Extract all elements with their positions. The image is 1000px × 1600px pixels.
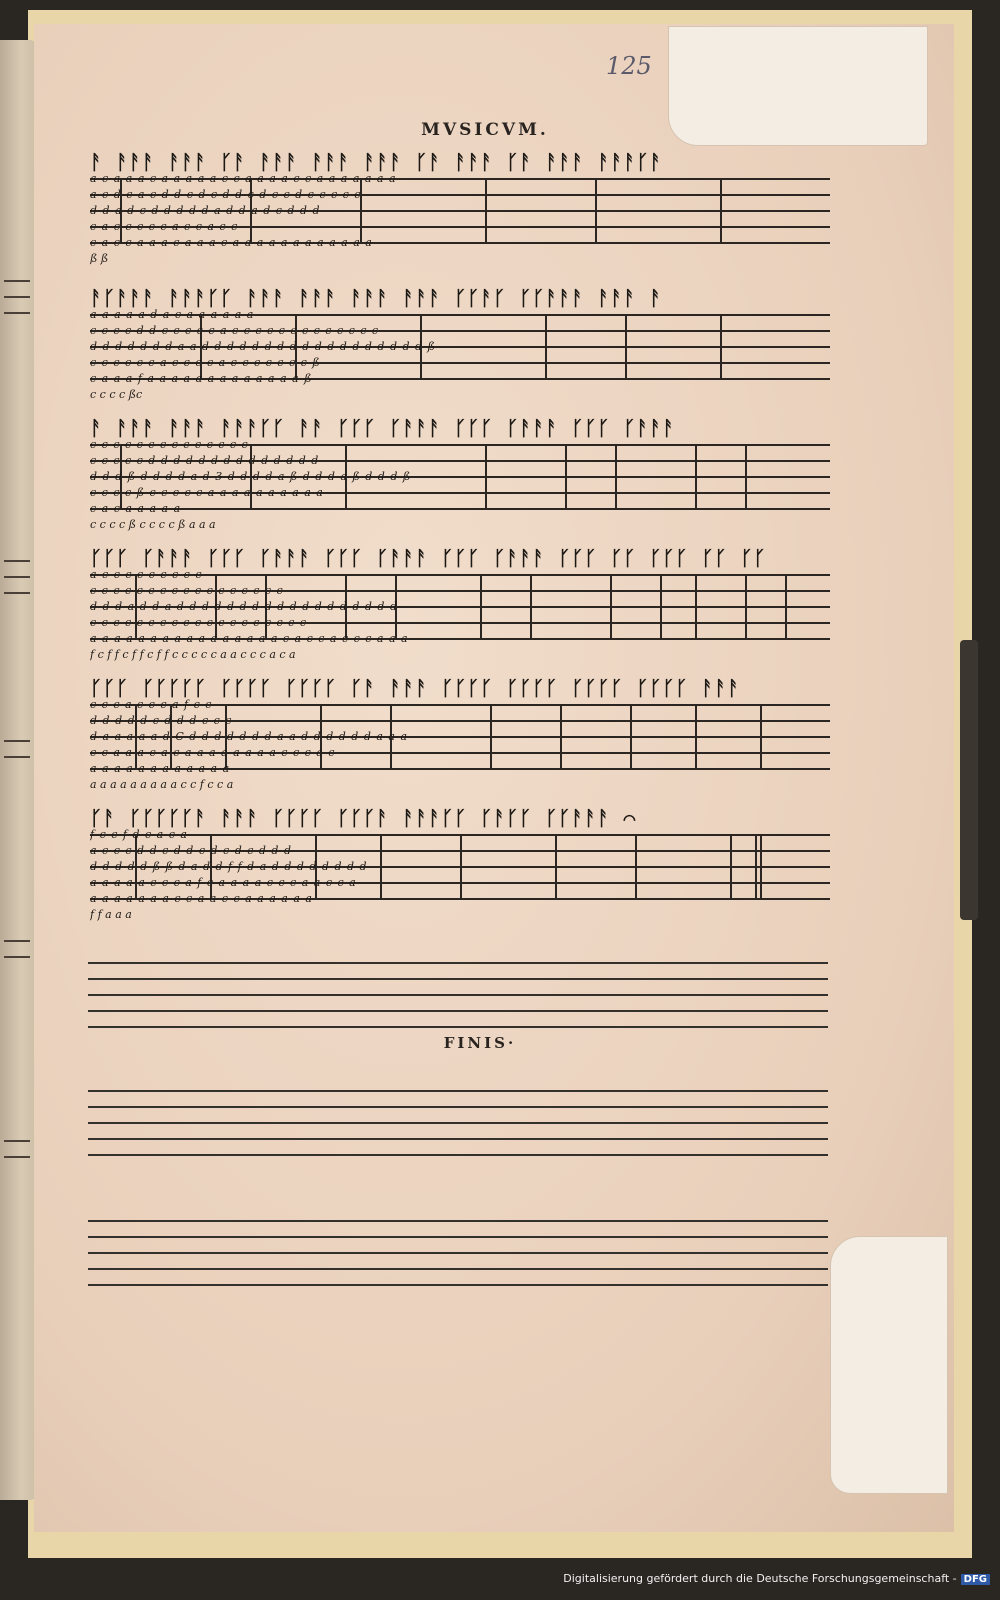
tab-staff	[90, 698, 830, 791]
tab-course-3: d d d ß d d d d a d 3 d d d d a ß d d d a ß d d d ß	[90, 470, 412, 483]
tab-course-3: d d a d c d d d d d a d d a d c d d d	[90, 204, 321, 217]
tab-course-4: c a c c c c c a c c a c c	[90, 220, 239, 233]
tab-course-2: c c c c c d d d d d d d d d d d d d d	[90, 454, 320, 467]
tab-staff	[90, 308, 830, 401]
tab-course-3: d d d d d ß ß d a d d f f d a d d d d d d d d	[90, 860, 368, 873]
board-clasp	[960, 640, 978, 920]
tab-course-1: f c c f d c a c a	[90, 828, 188, 841]
empty-staff	[88, 962, 828, 1034]
torn-corner-top	[668, 26, 928, 146]
digitization-credit	[563, 1572, 990, 1590]
tab-course-2: c c c c c c c c c c c c c c c c c	[90, 584, 284, 597]
folio-number: 125	[606, 52, 652, 80]
tablature-system	[90, 546, 830, 670]
tablature-system	[90, 286, 830, 410]
page-heading: MVSICVM.	[421, 120, 549, 140]
tab-course-1: c c c c c c c c c c c c c c	[90, 438, 249, 451]
rhythm-flags: ᚨ ᚨᚨᚨ ᚨᚨᚨ ᚴᚨ ᚨᚨᚨ ᚨᚨᚨ ᚨᚨᚨ ᚴᚨ ᚨᚨᚨ ᚴᚨ ᚨᚨᚨ ᚨᚨᚨᚴᚨ	[90, 150, 663, 174]
tab-course-2: a c c c d d c d d c d c d c d d d	[90, 844, 293, 857]
tab-course-3: d d d d d d d a a d d d d d d d d d d d d d d d d d d ß	[90, 340, 436, 353]
tab-course-5: a a a a a a a a a a a a	[90, 762, 231, 775]
tab-course-4: c c c c c c c c c c c c c c c c c c c	[90, 616, 307, 629]
empty-staff	[88, 1090, 828, 1162]
tab-bass-notes: a a a a a a a a a c c f c c a	[90, 778, 234, 791]
finis-label: FINIS·	[443, 1034, 517, 1052]
tab-bass-notes: f c f f c f f c f f c c c c c a a c c c a c a	[90, 648, 296, 661]
rhythm-flags: ᚴᚴᚴ ᚴᚴᚴᚴᚴ ᚴᚴᚴᚴ ᚴᚴᚴᚴ ᚴᚨ ᚨᚨᚨ ᚴᚴᚴᚴ ᚴᚴᚴᚴ ᚴᚴᚴᚴ ᚴᚴᚴᚴ ᚨᚨᚨ	[90, 676, 741, 700]
tab-course-5: a a a a a a a c c a a c c a a a a a a	[90, 892, 313, 905]
tab-course-4: c c c c ß c c c c c a a a a a a a a a a	[90, 486, 324, 499]
dfg-logo: DFG	[961, 1574, 990, 1585]
tab-staff	[90, 828, 830, 921]
tab-course-5: a a a a a a a a a a a a a a a a c a c c a c c c a a a	[90, 632, 409, 645]
tab-course-5: c a c c a a a c a a a c a a a a a a a a a a a a	[90, 236, 373, 249]
tab-bass-notes: f f a a a	[90, 908, 132, 921]
tab-staff	[90, 568, 830, 661]
tab-course-4: c c a a a c a c a a a a a a a a c c c a c	[90, 746, 336, 759]
tablature-system	[90, 150, 830, 270]
tab-course-4: c c c c c c a c c c c a c c c c c c c ß	[90, 356, 321, 369]
tab-course-1: c c c a c c c a f c c	[90, 698, 213, 711]
facing-page-edge	[0, 40, 36, 1500]
tab-course-5: c a c a a a a a	[90, 502, 182, 515]
rhythm-flags: ᚴᚨ ᚴᚴᚴᚴᚴᚨ ᚨᚨᚨ ᚴᚴᚴᚴ ᚴᚴᚴᚨ ᚨᚨᚨᚴᚴ ᚴᚨᚴᚴ ᚴᚴᚨᚨᚨ ⌒	[90, 806, 637, 830]
tab-course-3: d d d a d d a d d d d d d d d d d d d d d d d d d	[90, 600, 398, 613]
tab-course-2: c c c c d d c c c c c a c c c c c c c c c c c c c	[90, 324, 380, 337]
rhythm-flags: ᚴᚴᚴ ᚴᚨᚨᚨ ᚴᚴᚴ ᚴᚨᚨᚨ ᚴᚴᚴ ᚴᚨᚨᚨ ᚴᚴᚴ ᚴᚨᚨᚨ ᚴᚴᚴ ᚴᚴ ᚴᚴᚴ ᚴᚴ ᚴᚴ	[90, 546, 767, 570]
torn-corner-bottom	[830, 1236, 948, 1494]
tab-course-1: a a a a a d a c a a a a a a	[90, 308, 255, 321]
tablature-system	[90, 676, 830, 800]
tab-course-4: a a a a a c c c a f c a a a a c c c a a c c a	[90, 876, 357, 889]
tab-course-5: c a a a f a a a a a a a a a a a a a ß	[90, 372, 313, 385]
tab-staff	[90, 438, 830, 531]
tablature-system	[90, 416, 830, 540]
tab-bass-notes: ß ß	[90, 252, 109, 265]
tab-course-1: a c c c c c c c c c	[90, 568, 203, 581]
tab-course-2: a c d c a c d d c d c d d c d c c d c c c c c	[90, 188, 362, 201]
rhythm-flags: ᚨᚴᚨᚨᚨ ᚨᚨᚨᚴᚴ ᚨᚨᚨ ᚨᚨᚨ ᚨᚨᚨ ᚨᚨᚨ ᚴᚴᚨᚴ ᚴᚴᚨᚨᚨ ᚨᚨᚨ ᚨ	[90, 286, 663, 310]
tab-bass-notes: c c c c ßc	[90, 388, 143, 401]
tab-course-3: d a a a a a d C d d d d d d d a a d d d d d d a a a	[90, 730, 409, 743]
tablature-system	[90, 806, 830, 930]
tab-course-2: d d d d d c d d d c c c	[90, 714, 233, 727]
rhythm-flags: ᚨ ᚨᚨᚨ ᚨᚨᚨ ᚨᚨᚨᚴᚴ ᚨᚨ ᚴᚴᚴ ᚴᚨᚨᚨ ᚴᚴᚴ ᚴᚨᚨᚨ ᚴᚴᚴ ᚴᚨᚨᚨ	[90, 416, 676, 440]
tab-bass-notes: c c c c ß c c c c ß a a a	[90, 518, 216, 531]
tab-course-1: a c a a a c a a a a a c c a a a a c c a a a a a a a	[90, 172, 397, 185]
empty-staff	[88, 1220, 828, 1292]
tab-staff	[90, 172, 830, 265]
credit-text: Digitalisierung gefördert durch die Deutsche Forschungsgemeinschaft -	[563, 1572, 957, 1585]
